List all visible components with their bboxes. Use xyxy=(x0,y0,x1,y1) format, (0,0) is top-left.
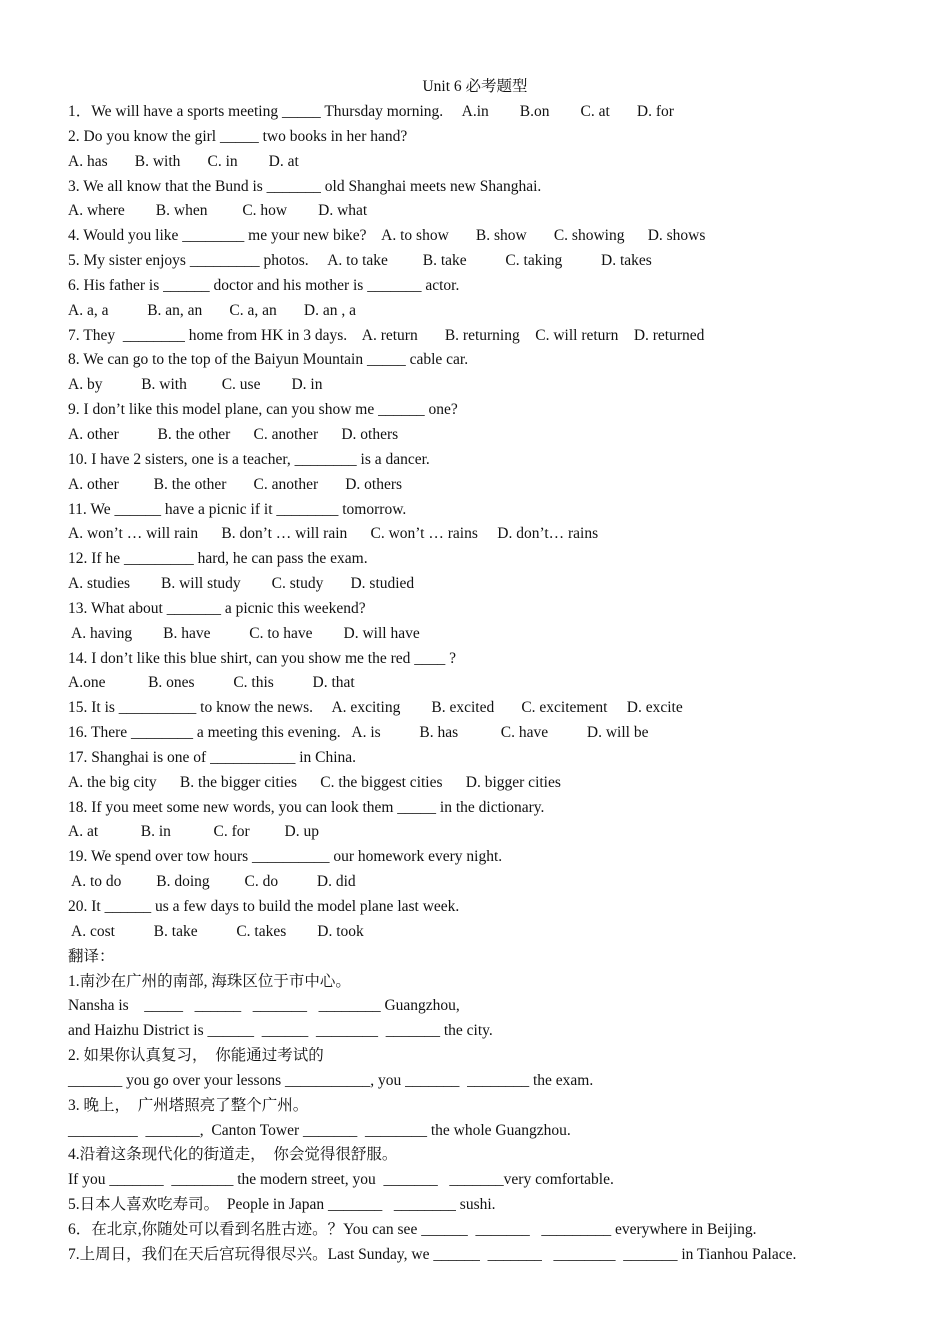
option-line: A. a, a B. an, an C. a, an D. an , a xyxy=(68,301,356,319)
translation-heading: 翻译： xyxy=(68,947,115,965)
translation-line: and Haizhu District is ______ ______ ________ _______ the city. xyxy=(68,1022,493,1040)
option-line: A. by B. with C. use D. in xyxy=(68,376,323,394)
option-line: A. having B. have C. to have D. will have xyxy=(68,624,420,642)
question-line: 16. There ________ a meeting this evening. A. is B. has C. have D. will be xyxy=(68,724,649,742)
translation-line: _________ _______, Canton Tower _______ ________ the whole Guangzhou. xyxy=(68,1121,571,1139)
question-line: 1．We will have a sports meeting _____ Thursday morning. A.in B.on C. at D. for xyxy=(68,103,674,120)
question-line: 17. Shanghai is one of ___________ in China. xyxy=(68,748,357,766)
option-line: A. cost B. take C. takes D. took xyxy=(68,922,364,940)
question-line: 9. I don’t like this model plane, can you show me ______ one? xyxy=(68,401,458,419)
translation-line: 4.沿着这条现代化的街道走， 你会觉得很舒服。 xyxy=(68,1146,398,1164)
translation-line: 2. 如果你认真复习， 你能通过考试的 xyxy=(68,1047,324,1065)
option-line: A. to do B. doing C. do D. did xyxy=(68,873,356,891)
question-list xyxy=(68,100,928,1268)
question-line: 19. We spend over tow hours __________ our homework every night. xyxy=(68,848,503,866)
question-line: 13. What about _______ a picnic this weekend? xyxy=(68,599,366,617)
question-line: 4. Would you like ________ me your new bike? A. to show B. show C. showing D. shows xyxy=(68,227,706,245)
option-line: A. has B. with C. in D. at xyxy=(68,152,299,170)
question-line: 12. If he _________ hard, he can pass the exam. xyxy=(68,550,368,568)
translation-line: 5.日本人喜欢吃寿司。 People in Japan _______ ________ sushi. xyxy=(68,1196,496,1214)
question-line: 2. Do you know the girl _____ two books in her hand? xyxy=(68,127,408,145)
question-line: 6. His father is ______ doctor and his mother is _______ actor. xyxy=(68,276,460,294)
translation-line: 3. 晚上， 广州塔照亮了整个广州。 xyxy=(68,1096,309,1114)
question-line: 10. I have 2 sisters, one is a teacher, ________ is a dancer. xyxy=(68,450,430,468)
option-line: A.one B. ones C. this D. that xyxy=(68,674,355,692)
question-line: 5. My sister enjoys _________ photos. A. to take B. take C. taking D. takes xyxy=(68,252,652,270)
translation-line: Nansha is _____ ______ _______ ________ Guangzhou, xyxy=(68,997,460,1015)
translation-line: If you _______ ________ the modern street, you _______ _______very comfortable. xyxy=(68,1171,614,1189)
option-line: A. the big city B. the bigger cities C. the biggest cities D. bigger cities xyxy=(68,773,561,791)
question-line: 14. I don’t like this blue shirt, can you show me the red ____ ? xyxy=(68,649,457,667)
option-line: A. other B. the other C. another D. others xyxy=(68,425,399,443)
question-line: 11. We ______ have a picnic if it ________ tomorrow. xyxy=(68,500,407,518)
question-line: 20. It ______ us a few days to build the model plane last week. xyxy=(68,898,460,915)
question-line: 18. If you meet some new words, you can look them _____ in the dictionary. xyxy=(68,798,545,816)
translation-line: 7.上周日，我们在天后宫玩得很尽兴。Last Sunday, we ______ _______ ________ _______ in Tianhou Palace. xyxy=(68,1245,797,1263)
translation-line: 6．在北京,你随处可以看到名胜古迹。？You can see ______ _______ _________ everywhere in Beijing. xyxy=(68,1220,757,1238)
question-line: 8. We can go to the top of the Baiyun Mountain _____ cable car. xyxy=(68,351,469,369)
option-line: A. other B. the other C. another D. others xyxy=(68,475,403,493)
translation-line: _______ you go over your lessons ___________, you _______ ________ the exam. xyxy=(68,1071,594,1089)
question-line: 7. They ________ home from HK in 3 days. A. return B. returning C. will return D. returned xyxy=(68,326,705,344)
document-title: Unit 6 必考题型 xyxy=(422,78,528,95)
option-line: A. at B. in C. for D. up xyxy=(68,823,320,841)
question-line: 3. We all know that the Bund is _______ old Shanghai meets new Shanghai. xyxy=(68,177,542,195)
translation-line: 1.南沙在广州的南部, 海珠区位于市中心。 xyxy=(68,972,351,990)
question-line: 15. It is __________ to know the news. A. exciting B. excited C. excitement D. excite xyxy=(68,699,683,717)
option-line: A. studies B. will study C. study D. studied xyxy=(68,575,415,593)
option-line: A. where B. when C. how D. what xyxy=(68,202,368,220)
option-line: A. won’t … will rain B. don’t … will rain C. won’t … rains D. don’t… rains xyxy=(68,525,599,543)
